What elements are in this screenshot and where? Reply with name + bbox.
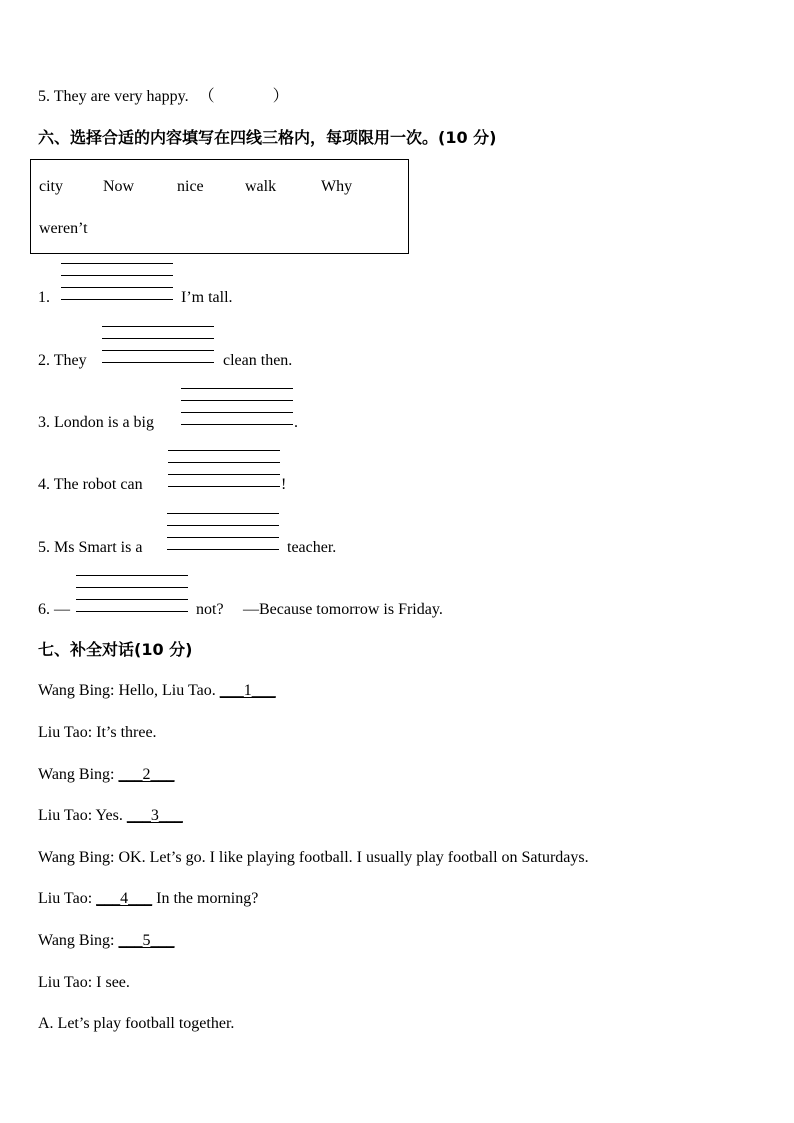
- dialogue-line-3: [38, 765, 174, 785]
- dialogue-text: Wang Bing: OK. Let’s go. I like playing football. I usually play football on Saturdays.: [38, 849, 589, 866]
- option-a-text: A. Let’s play football together.: [38, 1015, 235, 1032]
- dialogue-line-5: [38, 848, 589, 868]
- fill-item-2-after: clean then.: [223, 352, 293, 369]
- word-nice: nice: [177, 178, 204, 195]
- dialogue-after-text: In the morning?: [156, 890, 259, 907]
- dialogue-text: Wang Bing: Hello, Liu Tao.: [38, 682, 216, 699]
- prev-item-5: [38, 87, 289, 107]
- dialogue-line-8: [38, 973, 130, 993]
- fill-item-6-before: 6. —: [38, 601, 70, 618]
- fill-item-1-after: I’m tall.: [181, 289, 233, 306]
- dialogue-blank-1[interactable]: ___1___: [219, 682, 276, 699]
- fill-item-6-after: not?: [196, 601, 224, 618]
- dialogue-text: Liu Tao: Yes.: [38, 807, 123, 824]
- section-6-title: 六、选择合适的内容填写在四线三格内，每项限用一次。(10 分): [38, 128, 497, 147]
- dialogue-line-4: [38, 806, 183, 826]
- fill-item-5-after: teacher.: [287, 539, 337, 556]
- answer-bracket-open: （: [198, 88, 215, 105]
- four-line-grid-1[interactable]: [61, 263, 173, 301]
- dialogue-line-2: [38, 723, 157, 743]
- four-line-grid-4[interactable]: [168, 450, 280, 488]
- word-now: Now: [103, 178, 135, 195]
- four-line-grid-3[interactable]: [181, 388, 293, 426]
- section-7-title: 七、补全对话(10 分): [38, 640, 193, 659]
- dialogue-text: Liu Tao: It’s three.: [38, 724, 157, 741]
- dialogue-blank-5[interactable]: ___5___: [118, 932, 175, 949]
- prev-item-5-text: 5. They are very happy.: [38, 88, 189, 105]
- fill-item-6-reply: —Because tomorrow is Friday.: [243, 601, 443, 618]
- dialogue-line-7: [38, 931, 174, 951]
- word-werent: weren’t: [39, 220, 88, 237]
- fill-item-3-before: 3. London is a big: [38, 414, 154, 431]
- answer-bracket-close: ）: [272, 88, 289, 105]
- fill-item-4-after: !: [281, 476, 287, 493]
- four-line-grid-6[interactable]: [76, 575, 188, 613]
- fill-item-3-after: .: [294, 414, 298, 431]
- fill-item-5-before: 5. Ms Smart is a: [38, 539, 143, 556]
- dialogue-line-1: [38, 681, 276, 701]
- fill-item-2-before: 2. They: [38, 352, 87, 369]
- fill-item-1-before: 1.: [38, 289, 50, 306]
- dialogue-blank-2[interactable]: ___2___: [118, 766, 175, 783]
- dialogue-text: Liu Tao: I see.: [38, 974, 130, 991]
- word-walk: walk: [245, 178, 277, 195]
- word-why: Why: [321, 178, 353, 195]
- dialogue-blank-3[interactable]: ___3___: [126, 807, 183, 824]
- four-line-grid-2[interactable]: [102, 326, 214, 364]
- dialogue-text: Wang Bing:: [38, 932, 115, 949]
- dialogue-text: Wang Bing:: [38, 766, 115, 783]
- dialogue-line-6: [38, 889, 258, 909]
- option-a: [38, 1014, 234, 1034]
- word-city: city: [39, 178, 63, 195]
- dialogue-blank-4[interactable]: ___4___: [96, 890, 153, 907]
- word-bank-box: [30, 159, 409, 254]
- four-line-grid-5[interactable]: [167, 513, 279, 551]
- dialogue-text: Liu Tao:: [38, 890, 93, 907]
- fill-item-4-before: 4. The robot can: [38, 476, 143, 493]
